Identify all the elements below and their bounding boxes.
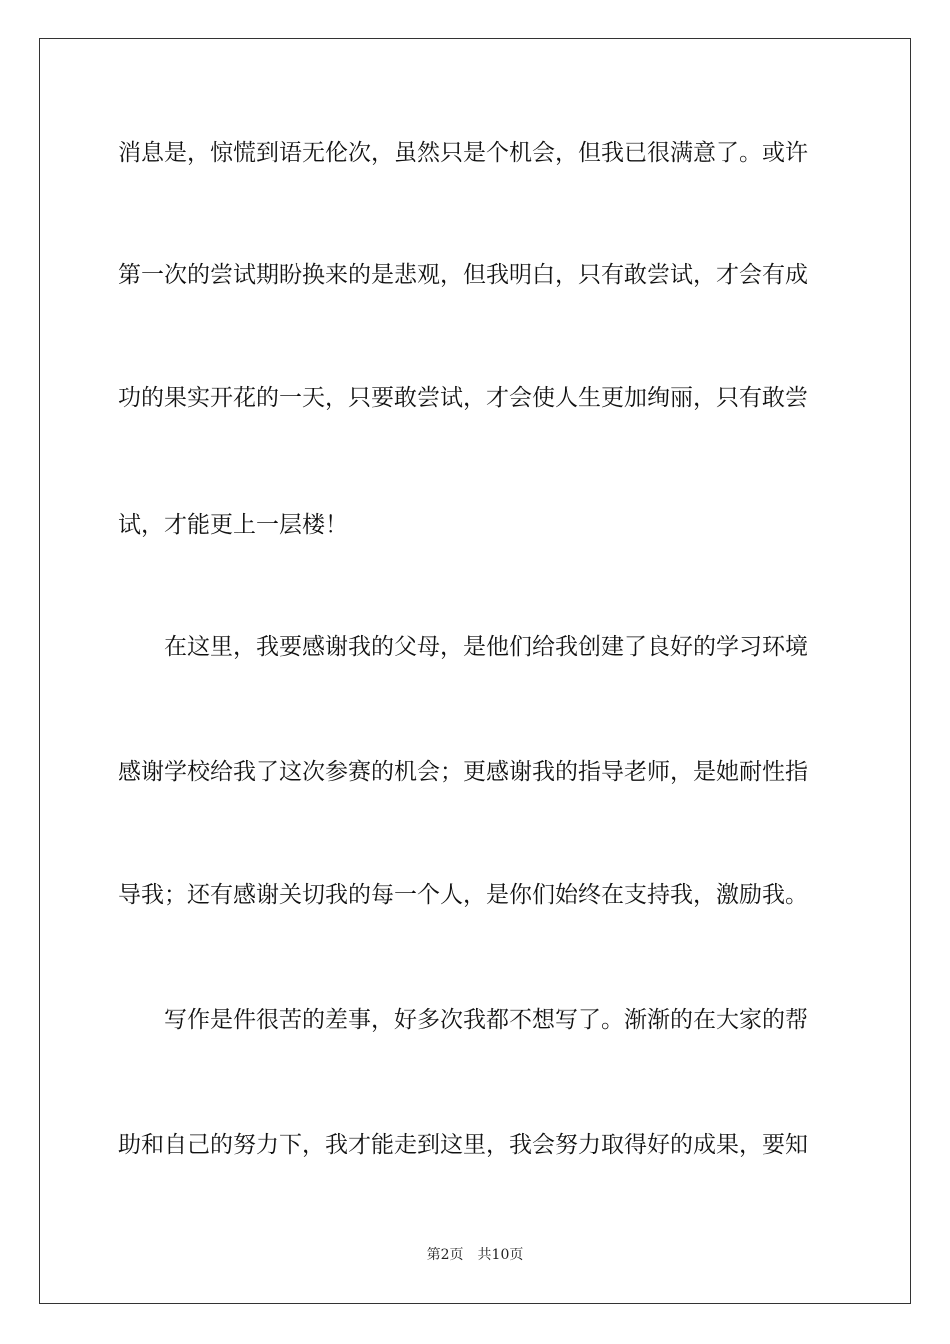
body-text-line: 试，才能更上一层楼！ (118, 512, 348, 538)
body-text-line: 助和自己的努力下，我才能走到这里，我会努力取得好的成果，要知 (118, 1132, 808, 1158)
body-text-line: 感谢学校给我了这次参赛的机会；更感谢我的指导老师，是她耐性指 (118, 759, 808, 785)
body-text-line: 功的果实开花的一天，只要敢尝试，才会使人生更加绚丽，只有敢尝 (118, 385, 808, 411)
page-number: 第2页 (426, 1247, 464, 1263)
body-text-line: 导我；还有感谢关切我的每一个人，是你们始终在支持我，激励我。 (118, 882, 808, 908)
page-total: 共10页 (477, 1247, 524, 1263)
body-text-line: 消息是，惊慌到语无伦次，虽然只是个机会，但我已很满意了。或许 (118, 140, 808, 166)
body-text-line: 第一次的尝试期盼换来的是悲观，但我明白，只有敢尝试，才会有成 (118, 262, 808, 288)
page-footer (0, 1246, 950, 1264)
paragraph-first-line: 写作是件很苦的差事，好多次我都不想写了。渐渐的在大家的帮 (164, 1007, 808, 1033)
page-frame (39, 38, 911, 1304)
paragraph-first-line: 在这里，我要感谢我的父母，是他们给我创建了良好的学习环境 (164, 634, 808, 660)
